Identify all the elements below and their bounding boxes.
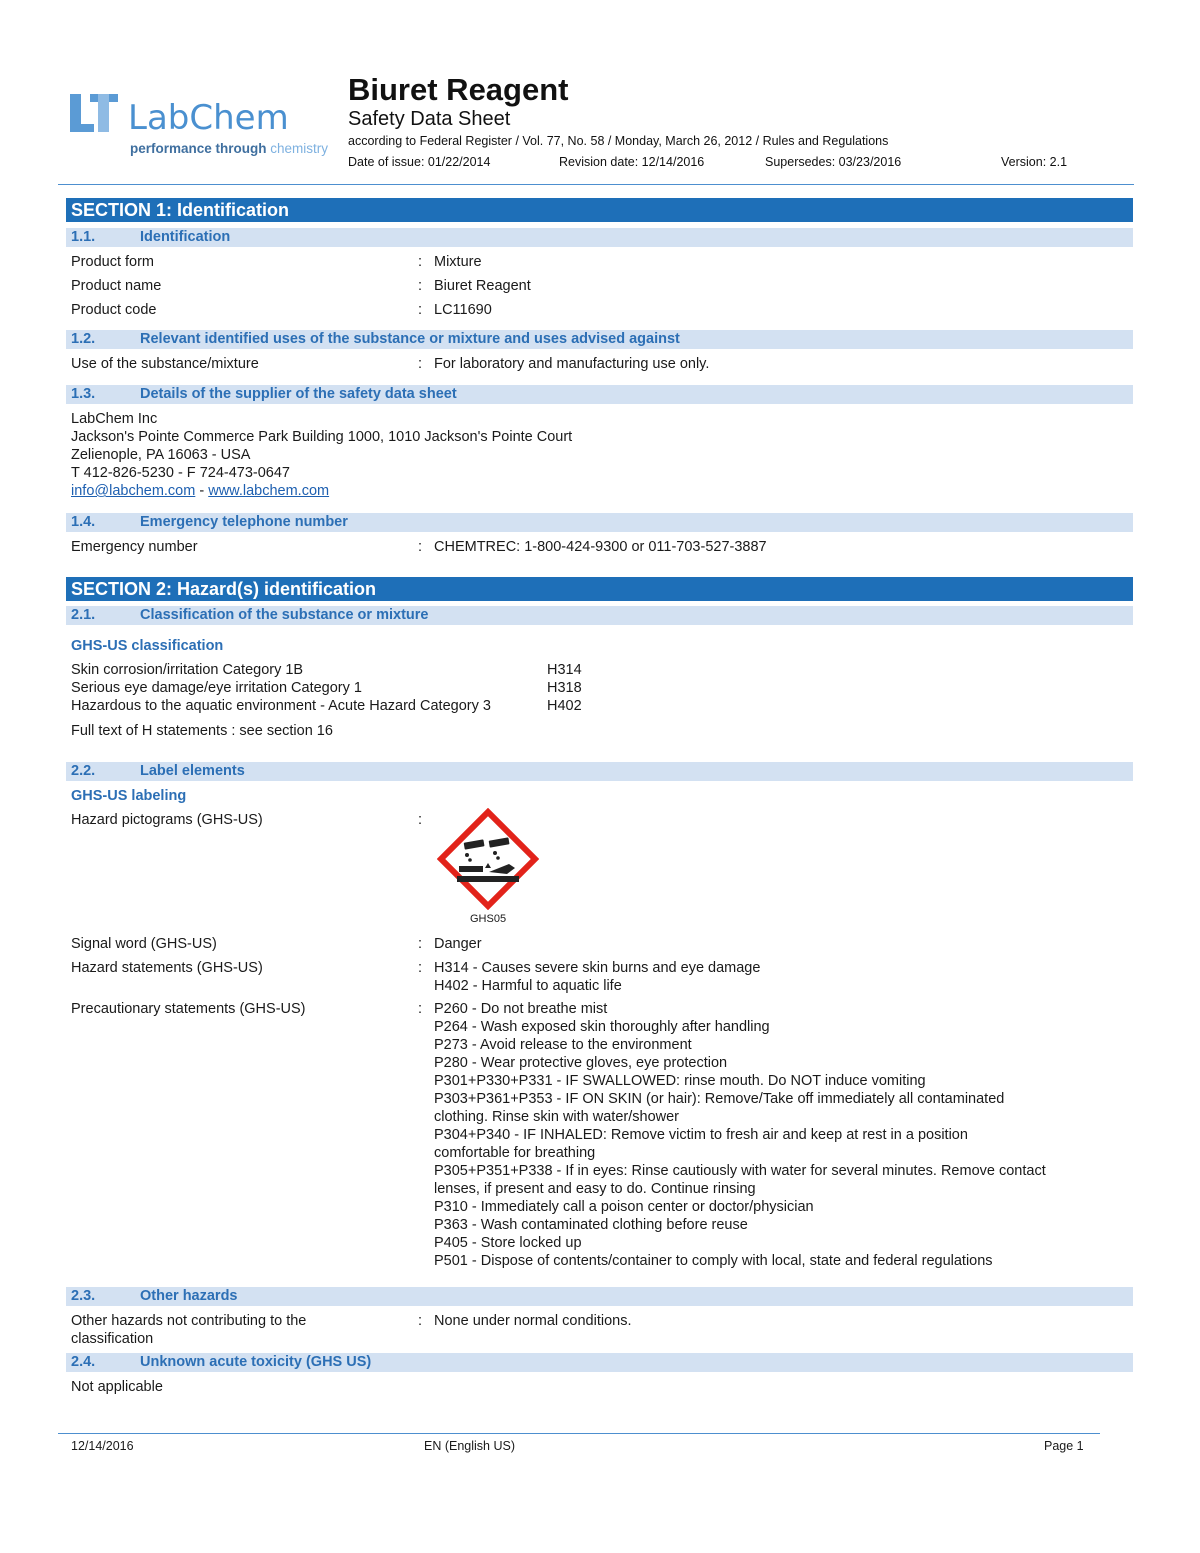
subsection-1-1: 1.1. Identification: [66, 228, 1133, 247]
email-link[interactable]: info@labchem.com: [71, 483, 196, 499]
precautionary-statement: lenses, if present and easy to do. Continue rinsing: [434, 1181, 756, 1197]
footer-page: Page 1: [1044, 1439, 1084, 1453]
supplier-phone: T 412-826-5230 - F 724-473-0647: [71, 465, 290, 481]
section-1-header: SECTION 1: Identification: [66, 198, 1133, 222]
precautionary-statement: P301+P330+P331 - IF SWALLOWED: rinse mouth. Do NOT induce vomiting: [434, 1073, 926, 1089]
classification-2-text: Serious eye damage/eye irritation Category 1: [71, 680, 362, 696]
subsection-1-3: 1.3. Details of the supplier of the safety data sheet: [66, 385, 1133, 404]
ghs05-corrosion-icon: [437, 808, 539, 910]
logo-text: LabChem: [128, 98, 289, 138]
supersedes: Supersedes: 03/23/2016: [765, 155, 902, 169]
precautionary-statement: P405 - Store locked up: [434, 1235, 582, 1251]
subsection-2-2: 2.2. Label elements: [66, 762, 1133, 781]
full-text-note: Full text of H statements : see section 16: [71, 723, 333, 739]
ghs-classification-heading: GHS-US classification: [71, 638, 224, 654]
precautionary-statement: comfortable for breathing: [434, 1145, 596, 1161]
supplier-links: info@labchem.com - www.labchem.com: [71, 483, 330, 499]
revision-date: Revision date: 12/14/2016: [559, 155, 705, 169]
colon: :: [418, 960, 423, 976]
website-link[interactable]: www.labchem.com: [208, 483, 330, 499]
hazard-statements-label: Hazard statements (GHS-US): [71, 960, 263, 976]
subsection-1-2: 1.2. Relevant identified uses of the substance or mixture and uses advised against: [66, 330, 1133, 349]
labchem-logo-mark-icon: [68, 92, 120, 136]
footer-divider: [58, 1433, 1100, 1434]
colon: :: [418, 539, 423, 555]
colon: :: [418, 302, 423, 318]
document-subtitle: Safety Data Sheet: [348, 108, 511, 130]
footer-language: EN (English US): [424, 1439, 515, 1453]
classification-2-code: H318: [547, 680, 582, 696]
classification-3-code: H402: [547, 698, 582, 714]
colon: :: [418, 254, 423, 270]
precautionary-statement: P273 - Avoid release to the environment: [434, 1037, 692, 1053]
section-2-header: SECTION 2: Hazard(s) identification: [66, 577, 1133, 601]
subsection-1-4: 1.4. Emergency telephone number: [66, 513, 1133, 532]
document-title: Biuret Reagent: [348, 72, 569, 107]
colon: :: [418, 936, 423, 952]
supplier-address-1: Jackson's Pointe Commerce Park Building 1000, 1010 Jackson's Pointe Court: [71, 429, 573, 445]
product-code-label: Product code: [71, 302, 157, 318]
other-hazards-value: None under normal conditions.: [434, 1313, 632, 1329]
precautionary-statement: P303+P361+P353 - IF ON SKIN (or hair): Remove/Take off immediately all contaminated: [434, 1091, 1005, 1107]
classification-3-text: Hazardous to the aquatic environment - Acute Hazard Category 3: [71, 698, 491, 714]
product-name-value: Biuret Reagent: [434, 278, 531, 294]
hazard-statement: H402 - Harmful to aquatic life: [434, 978, 622, 994]
colon: :: [418, 356, 423, 372]
product-form-label: Product form: [71, 254, 154, 270]
precautionary-statement: P304+P340 - IF INHALED: Remove victim to fresh air and keep at rest in a position: [434, 1127, 968, 1143]
precautionary-label: Precautionary statements (GHS-US): [71, 1001, 306, 1017]
footer-date: 12/14/2016: [71, 1439, 134, 1453]
use-value: For laboratory and manufacturing use only.: [434, 356, 710, 372]
supplier-address-2: Zelienople, PA 16063 - USA: [71, 447, 251, 463]
logo-tagline: performance through chemistry: [130, 141, 329, 156]
supplier-name: LabChem Inc: [71, 411, 158, 427]
precautionary-statement: P260 - Do not breathe mist: [434, 1001, 608, 1017]
precautionary-statement: P501 - Dispose of contents/container to comply with local, state and federal regulations: [434, 1253, 993, 1269]
signal-word-label: Signal word (GHS-US): [71, 936, 217, 952]
precautionary-statement: clothing. Rinse skin with water/shower: [434, 1109, 679, 1125]
date-of-issue: Date of issue: 01/22/2014: [348, 155, 491, 169]
supplier-block: [71, 410, 572, 500]
precautionary-statement: P264 - Wash exposed skin thoroughly after handling: [434, 1019, 770, 1035]
precautionary-statement: P280 - Wear protective gloves, eye protection: [434, 1055, 728, 1071]
signal-word-value: Danger: [434, 936, 482, 952]
product-form-value: Mixture: [434, 254, 482, 270]
product-name-label: Product name: [71, 278, 162, 294]
classification-1-text: Skin corrosion/irritation Category 1B: [71, 662, 304, 678]
classification-1-code: H314: [547, 662, 582, 678]
colon: :: [418, 1313, 423, 1329]
use-label: Use of the substance/mixture: [71, 356, 259, 372]
emergency-value: CHEMTREC: 1-800-424-9300 or 011-703-527-3887: [434, 539, 767, 555]
hazard-statement: H314 - Causes severe skin burns and eye damage: [434, 960, 761, 976]
pictogram-caption: GHS05: [470, 913, 507, 925]
subsection-2-4: 2.4. Unknown acute toxicity (GHS US): [66, 1353, 1133, 1372]
pictograms-label: Hazard pictograms (GHS-US): [71, 812, 263, 828]
not-applicable-text: Not applicable: [71, 1379, 163, 1395]
precautionary-statement: P305+P351+P338 - If in eyes: Rinse cautiously with water for several minutes. Remove contact: [434, 1163, 1046, 1179]
product-code-value: LC11690: [434, 302, 492, 318]
colon: :: [418, 1001, 423, 1017]
subsection-2-1: 2.1. Classification of the substance or mixture: [66, 606, 1133, 625]
precautionary-statement: P310 - Immediately call a poison center or doctor/physician: [434, 1199, 814, 1215]
precautionary-statement: P363 - Wash contaminated clothing before reuse: [434, 1217, 748, 1233]
hazard-statements-list: [434, 959, 760, 995]
emergency-label: Emergency number: [71, 539, 198, 555]
header-divider: [58, 184, 1134, 185]
ghs-labeling-heading: GHS-US labeling: [71, 788, 187, 804]
regulation-reference: according to Federal Register / Vol. 77, No. 58 / Monday, March 26, 2012 / Rules and Regulations: [348, 134, 889, 148]
precautionary-list: [434, 1000, 1046, 1270]
other-hazards-label: Other hazards not contributing to the classification: [71, 1313, 307, 1347]
labchem-logo: [68, 92, 338, 162]
colon: :: [418, 812, 423, 828]
colon: :: [418, 278, 423, 294]
version: Version: 2.1: [1001, 155, 1068, 169]
subsection-2-3: 2.3. Other hazards: [66, 1287, 1133, 1306]
